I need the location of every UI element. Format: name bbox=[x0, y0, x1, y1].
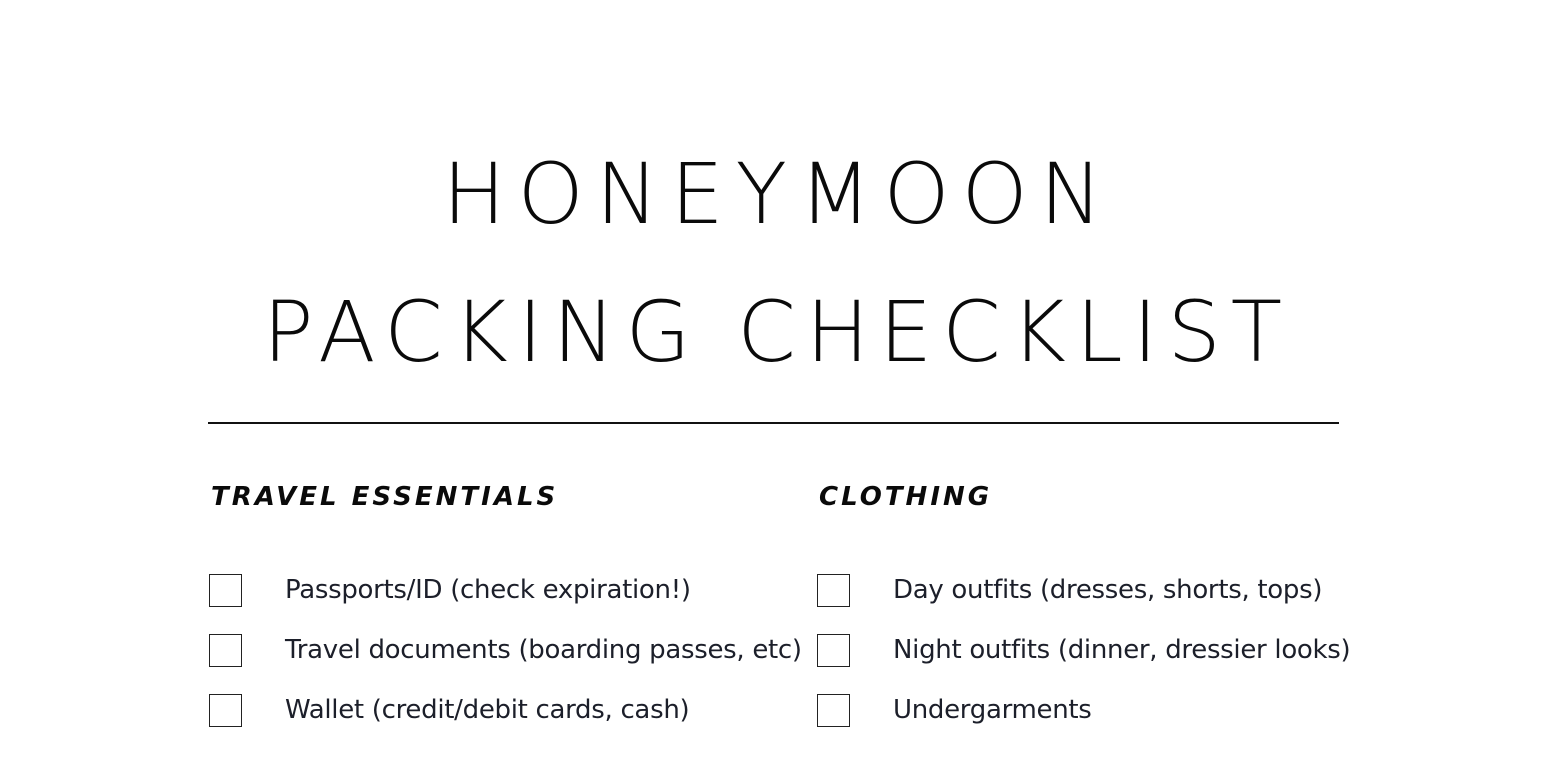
checklist-item-label: Passports/ID (check expiration!) bbox=[285, 575, 691, 605]
page-title-line-2: PACKING CHECKLIST bbox=[262, 283, 1293, 381]
checklist-item-label: Travel documents (boarding passes, etc) bbox=[285, 635, 802, 665]
checklist-item-label: Undergarments bbox=[893, 695, 1092, 725]
checkbox[interactable] bbox=[817, 634, 850, 667]
checkbox[interactable] bbox=[817, 694, 850, 727]
checkbox[interactable] bbox=[209, 574, 242, 607]
checklist-item-label: Wallet (credit/debit cards, cash) bbox=[285, 695, 690, 725]
section-heading-travel-essentials: TRAVEL ESSENTIALS bbox=[211, 482, 559, 512]
checkbox[interactable] bbox=[817, 574, 850, 607]
checklist-item-label: Day outfits (dresses, shorts, tops) bbox=[893, 575, 1323, 605]
checkbox[interactable] bbox=[209, 694, 242, 727]
checkbox[interactable] bbox=[209, 634, 242, 667]
page-title-line-1: HONEYMOON bbox=[442, 145, 1115, 243]
checklist-item-label: Night outfits (dinner, dressier looks) bbox=[893, 635, 1351, 665]
title-divider bbox=[208, 422, 1339, 424]
section-heading-clothing: CLOTHING bbox=[819, 482, 993, 512]
